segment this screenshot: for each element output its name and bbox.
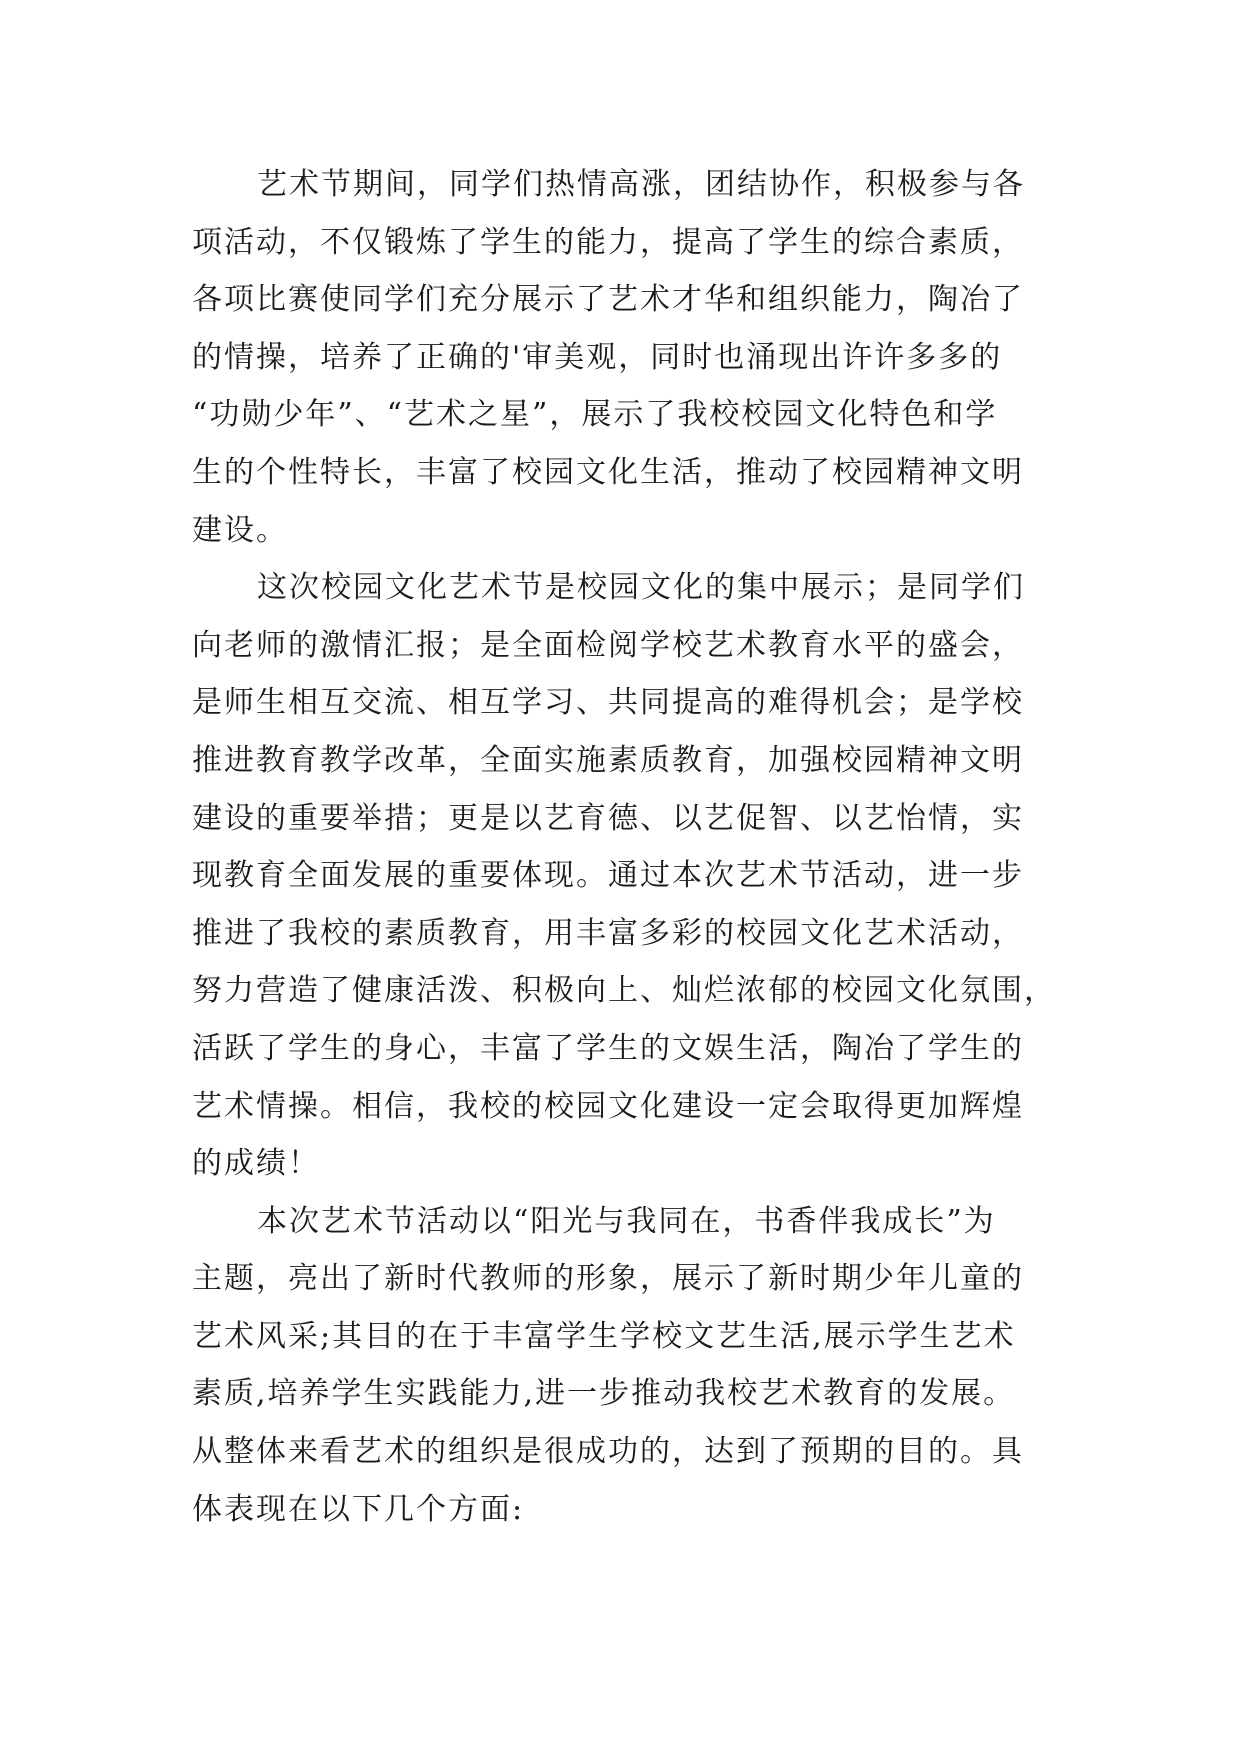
text-line: 艺术风采;其目的在于丰富学生学校文艺生活,展示学生艺术: [192, 1318, 1016, 1354]
text-line: 活跃了学生的身心，丰富了学生的文娱生活，陶冶了学生的: [192, 1030, 1024, 1066]
paragraph-3: [192, 1193, 1082, 1539]
text-line: 主题，亮出了新时代教师的形象，展示了新时期少年儿童的: [192, 1261, 1024, 1297]
text-line: 是师生相互交流、相互学习、共同提高的难得机会；是学校: [192, 685, 1024, 721]
text-line: 向老师的激情汇报；是全面检阅学校艺术教育水平的盛会，: [192, 627, 1024, 663]
document-body: [192, 156, 1082, 1538]
paragraph-2: [192, 559, 1082, 1193]
text-line: 这次校园文化艺术节是校园文化的集中展示；是同学们: [257, 570, 1025, 606]
text-line: “功勋少年”、“艺术之星”，展示了我校校园文化特色和学: [192, 397, 998, 433]
text-line: 各项比赛使同学们充分展示了艺术才华和组织能力，陶冶了: [192, 282, 1024, 318]
text-line: 体表现在以下几个方面:: [192, 1491, 525, 1527]
text-line: 素质,培养学生实践能力,进一步推动我校艺术教育的发展。: [192, 1376, 1016, 1412]
text-line: 的成绩！: [192, 1146, 320, 1182]
text-line: 建设的重要举措；更是以艺育德、以艺促智、以艺怡情，实: [192, 800, 1024, 836]
text-line: 努力营造了健康活泼、积极向上、灿烂浓郁的校园文化氛围，: [192, 973, 1056, 1009]
text-line: 项活动，不仅锻炼了学生的能力，提高了学生的综合素质，: [192, 224, 1024, 260]
text-line: 的情操，培养了正确的'审美观，同时也涌现出许许多多的: [192, 339, 1003, 375]
text-line: 艺术情操。相信，我校的校园文化建设一定会取得更加辉煌: [192, 1088, 1024, 1124]
text-line: 生的个性特长，丰富了校园文化生活，推动了校园精神文明: [192, 454, 1024, 490]
text-line: 建设。: [192, 512, 288, 548]
text-line: 艺术节期间，同学们热情高涨，团结协作，积极参与各: [257, 167, 1025, 202]
text-line: 本次艺术节活动以“阳光与我同在，书香伴我成长”为: [257, 1203, 996, 1239]
text-line: 现教育全面发展的重要体现。通过本次艺术节活动，进一步: [192, 858, 1024, 894]
text-line: 推进了我校的素质教育，用丰富多彩的校园文化艺术活动，: [192, 915, 1024, 951]
text-line: 从整体来看艺术的组织是很成功的，达到了预期的目的。具: [192, 1434, 1024, 1470]
text-line: 推进教育教学改革，全面实施素质教育，加强校园精神文明: [192, 742, 1024, 778]
paragraph-1: [192, 156, 1082, 559]
